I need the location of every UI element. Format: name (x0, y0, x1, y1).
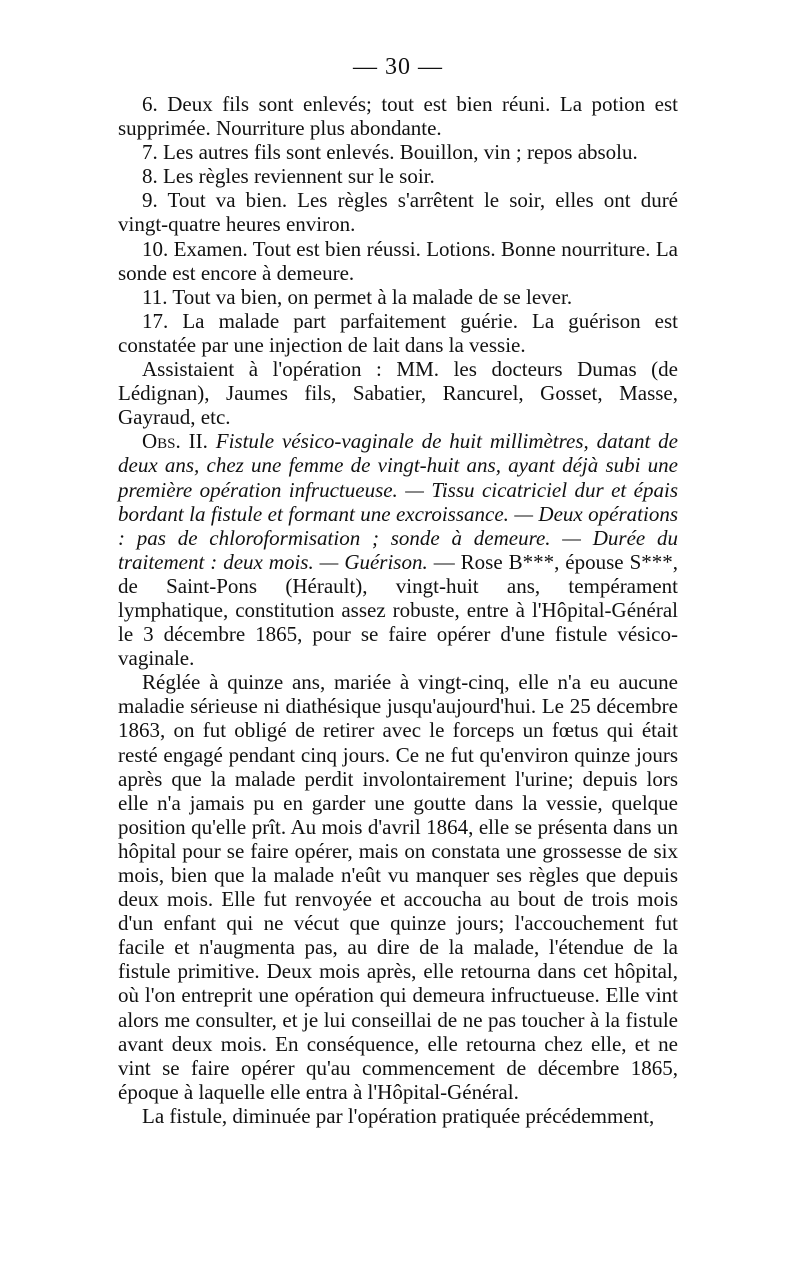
entry-number: 7. (142, 140, 158, 165)
observation-title: Fistule vésico-vaginale de huit millimètres, datant de deux ans, chez une femme de vingt-huit ans, ayant déjà subi une première opération infructueuse. — Tissu cicatriciel dur et épais bordant la fistule et formant une excroissance. — Deux opérations : pas de chloroformisation ; sonde à demeure. — Durée du traitement : deux mois. — Guérison. (118, 429, 679, 574)
observation-heading (118, 429, 678, 670)
entry-number: 17. (142, 308, 169, 333)
entry-text: Tout va bien, on permet à la malade de se lever. (172, 284, 573, 309)
entry-number: 10. (142, 236, 169, 261)
entry-number: 9. (142, 188, 158, 213)
body-text (118, 92, 678, 1128)
observation-intro: — Rose B***, épouse S***, de Saint-Pons (Hérault), vingt-huit ans, tempérament lymphatique, constitution assez robuste, entre à l'Hôpital-Général le 3 décembre 1865, pour se faire opérer d'une fistule vésico-vaginale. (118, 549, 678, 671)
entry-17 (118, 309, 678, 357)
entry-text: La malade part parfaitement guérie. La guérison est constatée par une injection de lait dans la vessie. (118, 308, 678, 357)
entry-number: 6. (142, 92, 158, 116)
page-number: — 30 — (353, 54, 443, 80)
entry-text: Examen. Tout est bien réussi. Lotions. Bonne nourriture. La sonde est encore à demeure. (118, 236, 679, 285)
history-paragraph: Réglée à quinze ans, mariée à vingt-cinq, elle n'a eu aucune maladie sérieuse ni diathésique jusqu'aujourd'hui. Le 25 décembre 1863, on fut obligé de retirer avec le forceps un fœtus qui était resté engagé pendant cinq jours. Ce ne fut qu'environ quinze jours après que la malade perdit involontairement l'urine; depuis lors elle n'a jamais pu en garder une goutte dans la vessie, quelque position qu'elle prît. Au mois d'avril 1864, elle se présenta dans un hôpital pour se faire opérer, mais on constata une grossesse de six mois, bien que la malade n'eût vu manquer ses règles que depuis deux mois. Elle fut renvoyée et accoucha au bout de trois mois d'un enfant qui ne vécut que quinze jours; l'accouchement fut facile et n'augmenta pas, au dire de la malade, l'étendue de la fistule primitive. Deux mois après, elle retourna dans cet hôpital, où l'on entreprit une opération qui demeura infructueuse. Elle vint alors me consulter, et je lui conseillai de ne pas toucher à la fistule avant deux mois. En conséquence, elle retourna chez elle, et ne vint se faire opérer qu'au commencement de décembre 1865, époque à laquelle elle entra à l'Hôpital-Général. (118, 670, 678, 1104)
entry-number: 11. (142, 284, 168, 309)
entry-text: Deux fils sont enlevés; tout est bien réuni. La potion est supprimée. Nourriture plus abondante. (118, 92, 679, 141)
entry-10 (118, 237, 678, 285)
entry-9 (118, 188, 678, 236)
entry-6 (118, 92, 678, 140)
entry-text: Les autres fils sont enlevés. Bouillon, vin ; repos absolu. (163, 140, 638, 165)
entry-8 (118, 164, 678, 188)
entry-text: Les règles reviennent sur le soir. (163, 164, 435, 189)
assistants-paragraph: Assistaient à l'opération : MM. les docteurs Dumas (de Lédignan), Jaumes fils, Sabatier, Rancurel, Gosset, Masse, Gayraud, etc. (118, 357, 678, 430)
entry-7 (118, 140, 678, 164)
entry-11 (118, 285, 678, 309)
continuation-paragraph: La fistule, diminuée par l'opération pratiquée précédemment, (142, 1103, 655, 1128)
entry-text: Tout va bien. Les règles s'arrêtent le soir, elles ont duré vingt-quatre heures environ. (118, 188, 679, 237)
observation-label: Obs. II. (142, 429, 208, 454)
entry-number: 8. (142, 164, 158, 189)
